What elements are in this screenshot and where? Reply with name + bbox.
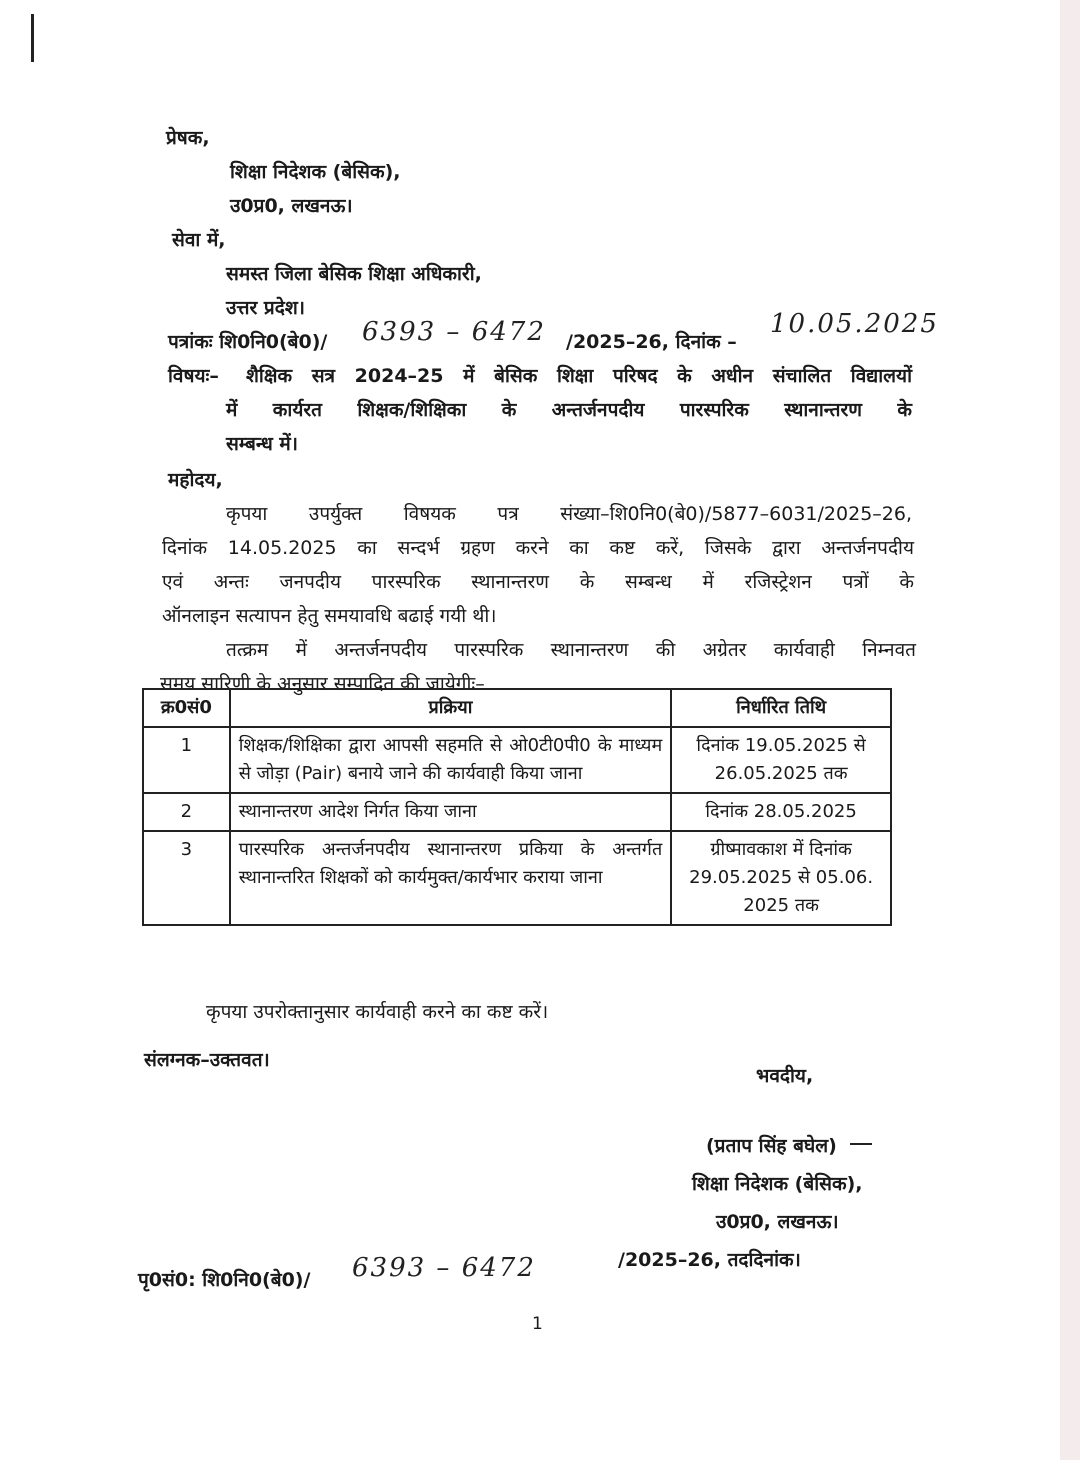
subject-line-1: शैक्षिक सत्र 2024–25 में बेसिक शिक्षा परिषद के अधीन संचालित विद्यालयों xyxy=(246,365,912,387)
row-serial: 2 xyxy=(143,793,230,831)
row-serial: 3 xyxy=(143,831,230,925)
body-p1-line-1: कृपया उपर्युक्त विषयक पत्र संख्या–शि0नि0(बे0)/5877–6031/2025–26, xyxy=(226,503,912,525)
reference-number-handwritten: 6393 – 6472 xyxy=(362,317,546,347)
sender-designation: शिक्षा निदेशक (बेसिक), xyxy=(230,161,401,183)
reference-year: /2025–26, दिनांक – xyxy=(566,331,737,353)
signature-dash xyxy=(850,1143,872,1145)
endorsement-suffix: /2025–26, तददिनांक। xyxy=(618,1249,801,1271)
recipient-state: उत्तर प्रदेश। xyxy=(226,297,305,319)
row-process: शिक्षक/शिक्षिका द्वारा आपसी सहमति से ओ0टी0पी0 के माध्यम से जोड़ा (Pair) बनाये जाने की कार्यवाही किया जाना xyxy=(230,727,672,793)
closing-request: कृपया उपरोक्तानुसार कार्यवाही करने का कष्ट करें। xyxy=(206,1001,549,1023)
table-row xyxy=(143,727,891,793)
header-date: निर्धारित तिथि xyxy=(671,689,891,727)
header-process: प्रक्रिया xyxy=(230,689,672,727)
valediction: भवदीय, xyxy=(756,1065,814,1087)
row-serial: 1 xyxy=(143,727,230,793)
row-date: दिनांक 28.05.2025 xyxy=(671,793,891,831)
table-header-row xyxy=(143,689,891,727)
signatory-designation: शिक्षा निदेशक (बेसिक), xyxy=(692,1173,863,1195)
recipient-label: सेवा में, xyxy=(172,229,226,251)
salutation: महोदय, xyxy=(168,469,223,491)
body-p2-line-2: समय सारिणी के अनुसार सम्पादित की जायेगीः– xyxy=(160,673,485,695)
subject-line-3: सम्बन्ध में। xyxy=(226,433,298,455)
endorsement-prefix: पृ0सं0: शि0नि0(बे0)/ xyxy=(138,1269,311,1291)
subject-line-2: में कार्यरत शिक्षक/शिक्षिका के अन्तर्जनपदीय पारस्परिक स्थानान्तरण के xyxy=(226,399,912,421)
row-date: ग्रीष्मावकाश में दिनांक 29.05.2025 से 05.06. 2025 तक xyxy=(671,831,891,925)
table-row xyxy=(143,793,891,831)
body-p2-line-1: तत्क्रम में अन्तर्जनपदीय पारस्परिक स्थानान्तरण की अग्रेतर कार्यवाही निम्नवत xyxy=(226,639,916,661)
row-process: पारस्परिक अन्तर्जनपदीय स्थानान्तरण प्रकिया के अन्तर्गत स्थानान्तरित शिक्षकों को कार्यमुक्त/कार्यभार कराया जाना xyxy=(230,831,672,925)
page-edge-strip xyxy=(1060,0,1080,1460)
signatory-office: उ0प्र0, लखनऊ। xyxy=(716,1211,839,1233)
enclosure: संलग्नक–उक्तवत। xyxy=(144,1049,270,1071)
body-p1-line-2: दिनांक 14.05.2025 का सन्दर्भ ग्रहण करने का कष्ट करें, जिसके द्वारा अन्तर्जनपदीय xyxy=(162,537,914,559)
schedule-table xyxy=(142,688,892,926)
endorsement-number-handwritten: 6393 – 6472 xyxy=(352,1253,536,1283)
sender-label: प्रेषक, xyxy=(166,127,210,149)
page-number: 1 xyxy=(532,1314,543,1334)
scan-mark xyxy=(31,14,34,62)
body-p1-line-4: ऑनलाइन सत्यापन हेतु समयावधि बढाई गयी थी। xyxy=(162,605,497,627)
body-p1-line-3: एवं अन्तः जनपदीय पारस्परिक स्थानान्तरण के सम्बन्ध में रजिस्ट्रेशन पत्रों के xyxy=(162,571,914,593)
sender-office: उ0प्र0, लखनऊ। xyxy=(230,195,353,217)
signatory-name: (प्रताप सिंह बघेल) xyxy=(706,1135,837,1157)
row-date: दिनांक 19.05.2025 से 26.05.2025 तक xyxy=(671,727,891,793)
recipient-designation: समस्त जिला बेसिक शिक्षा अधिकारी, xyxy=(226,263,482,285)
reference-date-handwritten: 10.05.2025 xyxy=(770,309,939,339)
header-serial: क्र0सं0 xyxy=(143,689,230,727)
subject-label: विषयः– xyxy=(168,365,219,387)
reference-prefix: पत्रांकः शि0नि0(बे0)/ xyxy=(168,331,328,353)
row-process: स्थानान्तरण आदेश निर्गत किया जाना xyxy=(230,793,672,831)
table-row xyxy=(143,831,891,925)
